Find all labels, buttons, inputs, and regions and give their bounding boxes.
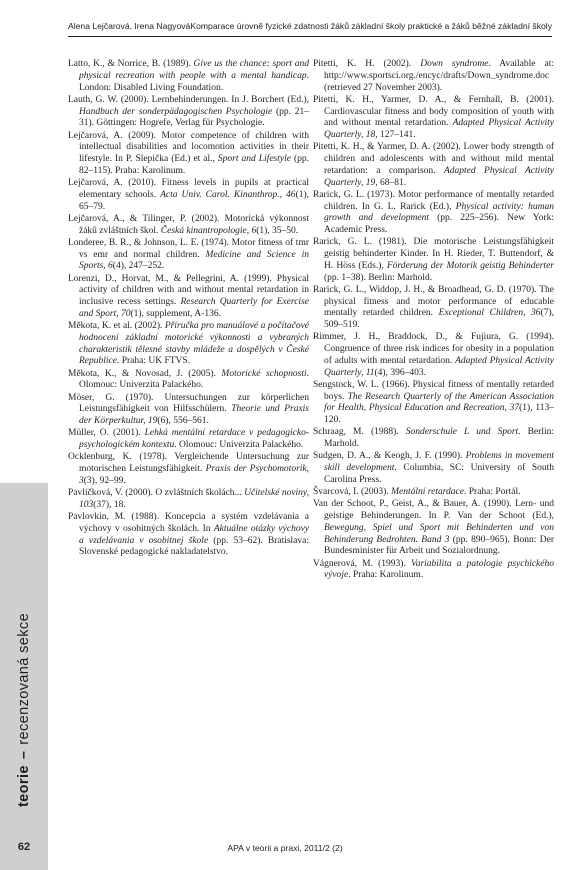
header-rule xyxy=(68,36,552,37)
reference-entry xyxy=(68,95,309,130)
reference-tail: . London: Disabled Living Foundation. xyxy=(79,70,309,93)
reference-entry xyxy=(313,95,554,142)
reference-text: Vágnerová, M. (1993). xyxy=(313,558,411,569)
reference-tail: (3), 92–99. xyxy=(83,475,126,486)
reference-italic: Bewegung, Spiel und Sport mit Behinderten und von Behinderung Bedrohten. Band 3 xyxy=(324,522,554,545)
reference-entry xyxy=(313,142,554,189)
reference-tail: (4), 247–252. xyxy=(112,261,165,272)
reference-entry xyxy=(313,499,554,558)
reference-tail: . Available at: http://www.sportsci.org./encyc/drafts/Down_syndrome.doc (retrieved 27 November 2003). xyxy=(324,59,554,93)
reference-italic: Česká kinantropologie, 6 xyxy=(160,225,257,236)
section-label xyxy=(16,613,32,807)
references-left-column xyxy=(68,59,309,560)
reference-italic: Příručka pro manuálové a počítačové hodnocení základní motorické výkonnosti a vybraných charakteristik tělesné stavby mládeže a dospělých v České Republice xyxy=(79,321,309,367)
reference-italic: Down syndrome xyxy=(420,59,489,69)
reference-tail: (pp. 82–115). Praha: Karolinum. xyxy=(79,154,309,176)
reference-entry xyxy=(313,285,554,332)
reference-tail: (1), 65–79. xyxy=(79,189,310,212)
reference-text: Van der Schoot, P., Geist, A., & Bauer, A. (1990). Lern- und geistige Behinderungen. In P. Van der Schoot (Ed.), xyxy=(313,499,554,521)
reference-entry xyxy=(313,427,554,451)
reference-text: Rarick, G. L. (1981). Die motorische Leistungsfähigkeit geistig behinderter Kinder. In H. Rieder, T. Buttendorf, & H. Höss (Eds.), xyxy=(313,237,554,271)
reference-tail: . Columbia, SC: University of South Carolina Press. xyxy=(324,463,554,485)
reference-tail: (6), 556–561. xyxy=(157,416,209,426)
journal-footer: APA v teorii a praxi, 2011/2 (2) xyxy=(227,843,343,853)
reference-entry xyxy=(68,214,309,238)
reference-text: Pitetti, K. H., & Yarmer, D. A. (2002). Lower body strength of children and adolescents with and without mild mental retardation: a comparison. xyxy=(313,142,554,176)
reference-text: Schraag, M. (1988). xyxy=(313,427,406,438)
page-number: 62 xyxy=(17,841,31,853)
reference-entry xyxy=(68,59,309,94)
reference-entry xyxy=(68,131,309,178)
reference-entry xyxy=(68,428,309,452)
reference-tail: . Praha: Portál. xyxy=(464,487,521,497)
reference-tail: . Praha: Karolinum. xyxy=(348,570,424,581)
section-name: teorie xyxy=(16,765,32,808)
reference-entry xyxy=(313,190,554,237)
reference-italic: Problems in movement skill development xyxy=(324,451,554,473)
reference-italic: Adapted Physical Activity Quarterly, 11 xyxy=(324,355,554,378)
reference-italic: Acta Univ. Carol. Kinanthrop., 46 xyxy=(160,189,296,200)
reference-entry xyxy=(313,380,554,427)
reference-text: Pitetti, K. H. (2002). xyxy=(313,59,421,69)
reference-italic: Sport and Lifestyle xyxy=(217,154,291,164)
reference-entry xyxy=(68,512,309,559)
reference-tail: . Praha: UK FTVS. xyxy=(116,356,191,367)
reference-tail: , 127–141. xyxy=(375,130,416,140)
reference-entry xyxy=(68,274,309,321)
reference-text: Rimmer, J. H., Braddock, D., & Fujiura, G. (1994). Congruence of three risk indices for obesity in a population of adults with mental retardation. xyxy=(313,332,554,366)
reference-text: Pavlíčková, V. (2000). O zvláštních školách... xyxy=(68,488,245,498)
reference-italic: Variabilita a patologie psychického vývoje xyxy=(324,558,554,581)
reference-entry xyxy=(68,393,309,428)
reference-tail: (7), 509–519. xyxy=(324,308,554,330)
reference-italic: Aktuálne otázky výchovy a vzdelávania v osobitnej škole xyxy=(79,523,310,546)
reference-text: Měkota, K. et al. (2002). xyxy=(68,321,165,331)
reference-text: Pavlovkin, M. (1988). Koncepcia a systém vzdelávania a výchovy v osobitných školách. In xyxy=(68,512,309,534)
reference-entry xyxy=(68,321,309,368)
reference-entry xyxy=(313,332,554,379)
reference-text: Lejčarová, A. (2009). Motor competence of children with intellectual disabilities and locomotion activities in their lifestyle. In P. Slepička (Ed.) et al., xyxy=(68,130,309,164)
reference-italic: Učitelské noviny, 103 xyxy=(79,488,309,510)
reference-text: Rarick, G. L., Widdop, J. H., & Broadhead, G. D. (1970). The physical fitness and motor performance of educable mentally retarded children. xyxy=(313,284,554,319)
reference-italic: Handbuch der sonderpädagogischen Psychologie xyxy=(79,106,273,117)
subsection-name: recenzovaná sekce xyxy=(16,612,32,745)
reference-italic: Förderung der Motorik geistig Behinderter xyxy=(386,260,554,271)
reference-italic: Adapted Physical Activity Quarterly, 19 xyxy=(324,165,554,188)
running-header xyxy=(68,19,552,35)
reference-tail: (pp. 890–965). Bonn: Der Bundesminister für Arbeit und Sozialordnung. xyxy=(324,534,554,557)
references-right-column xyxy=(313,59,554,583)
header-authors: Alena Lejčarová, Irena Nagyová xyxy=(68,21,191,31)
reference-text: Švarcová, I. (2003). xyxy=(313,487,392,497)
reference-italic: Theorie und Praxis der Körperkultur, 19 xyxy=(79,404,310,426)
reference-text: Lejčarová, A. (2010). Fitness levels in pupils at practical elementary schools. xyxy=(68,178,309,200)
reference-text: Lauth, G. W. (2000). Lernbehinderungen. In J. Borchert (Ed.), xyxy=(68,94,309,105)
reference-entry xyxy=(68,178,309,213)
reference-tail: (pp. 53–62). Bratislava: Slovenské pedagogické nakladatelstvo. xyxy=(79,535,310,558)
reference-entry xyxy=(68,238,309,273)
reference-entry xyxy=(68,488,309,512)
reference-tail: (pp. 21–31). Göttingen: Hogrefe, Verlag für Psychologie. xyxy=(79,106,309,129)
reference-entry xyxy=(68,452,309,487)
reference-text: Sudgen, D. A., & Keogh, J. F. (1990). xyxy=(313,451,466,462)
reference-text: Ocklenburg, K. (1978). Vergleichende Untersuchung zur motorischen Leistungsfähigkeit. xyxy=(68,452,309,474)
reference-italic: Praxis der Psychomotorik, 3 xyxy=(79,464,309,486)
reference-text: Müller, O. (2001). xyxy=(68,428,145,439)
reference-text: Möser, G. (1970). Untersuchungen zur körperlichen Leistungsfähigkeit von Hilfsschülern. xyxy=(68,392,309,415)
reference-entry xyxy=(313,451,554,486)
reference-tail: (pp. 1–38). Berlin: Marhold. xyxy=(324,272,433,283)
reference-text: Pitetti, K. H., Yarmer, D. A., & Fernhall, B. (2001). Cardiovascular fitness and body composition of youth with and without mental retardation. xyxy=(313,94,554,129)
reference-tail: , 68–81. xyxy=(375,177,407,188)
reference-text: Lejčarová, A., & Tilinger, P. (2002). Motorická výkonnost žáků zvláštních škol. xyxy=(68,213,309,236)
reference-tail: . Olomouc: Univerzita Palackého. xyxy=(174,440,304,450)
reference-entry xyxy=(313,559,554,583)
reference-text: Latto, K., & Norrice, B. (1989). xyxy=(68,59,194,69)
reference-text: Sengstock, W. L. (1966). Physical fitness of mentally retarded boys. xyxy=(313,379,554,402)
reference-italic: Research Quarterly for Exercise and Sport, 70 xyxy=(79,297,309,319)
reference-tail: (pp. 225–256). New York: Academic Press. xyxy=(324,213,555,235)
reference-text: Měkota, K., & Novosad, J. (2005). xyxy=(68,368,222,379)
reference-italic: Lehká mentální retardace v pedagogicko-psychologickém kontextu xyxy=(79,428,310,450)
reference-italic: Adapted Physical Activity Quarterly, 18 xyxy=(324,118,554,140)
reference-entry xyxy=(313,59,554,94)
reference-tail: (37), 18. xyxy=(93,499,126,510)
reference-tail: . Olomouc: Univerzita Palackého. xyxy=(79,368,309,391)
section-separator: – xyxy=(16,750,32,760)
reference-text: Londeree, B. R., & Johnson, L. E. (1974). Motor fitness of tmr vs emr and normal children. xyxy=(68,237,309,260)
reference-text: Rarick, G. L. (1973). Motor performance of mentally retarded children. In G. L. Rarick (Ed.), xyxy=(313,189,554,212)
reference-entry xyxy=(313,487,554,499)
reference-italic: The Research Quarterly of the American Association for Health, Physical Education and Recreation, 37 xyxy=(324,391,554,414)
reference-entry xyxy=(313,237,554,284)
reference-italic: Exceptional Children, 36 xyxy=(438,308,541,319)
reference-tail: (1), 35–50. xyxy=(256,225,299,236)
reference-tail: (4), 396–403. xyxy=(374,367,426,378)
reference-italic: Motorické schopnosti xyxy=(221,368,307,379)
reference-italic: Mentální retardace xyxy=(391,487,464,497)
reference-italic: Medicine and Science in Sports, 6 xyxy=(79,249,309,272)
header-title: Komparace úrovně fyzické zdatnosti žáků základní školy praktické a žáků běžné základní školy xyxy=(190,21,552,31)
reference-italic: Physical activity: human growth and development xyxy=(324,201,554,224)
reference-text: Lorenzi, D., Horvat, M., & Pellegrini, A. (1999). Physical activity of children with and without mental retardation in inclusive recess settings. xyxy=(68,273,309,307)
reference-tail: . Berlin: Marhold. xyxy=(324,427,555,449)
reference-italic: Sonderschule L und Sport xyxy=(405,427,519,438)
reference-entry xyxy=(68,369,309,393)
reference-tail: (1), 113–120. xyxy=(324,403,554,425)
reference-italic: Give us the chance: sport and physical recreation with people with a mental handicap xyxy=(79,59,309,81)
reference-tail: (1), supplement, A-136. xyxy=(130,308,221,319)
